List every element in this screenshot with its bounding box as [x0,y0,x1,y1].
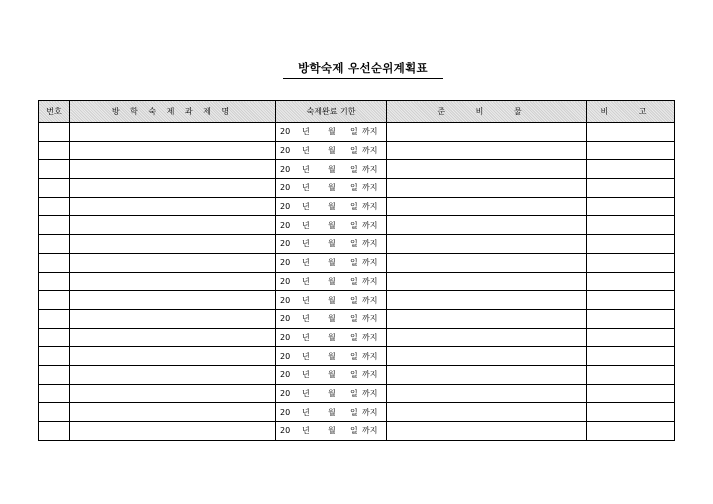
deadline-year-unit: 년 [302,127,310,137]
table-row [39,422,675,441]
task-name-cell[interactable] [70,123,276,142]
number-cell[interactable] [39,347,70,366]
table-row [39,384,675,403]
deadline-until-text: 까지 [362,370,378,380]
deadline-day-unit: 일 [350,351,358,361]
deadline-day-unit: 일 [350,295,358,305]
remarks-cell[interactable] [587,309,675,328]
remarks-cell[interactable] [587,291,675,310]
deadline-until-text: 까지 [362,426,378,436]
deadline-year-unit: 년 [302,202,310,212]
task-name-cell[interactable] [70,141,276,160]
remarks-cell[interactable] [587,347,675,366]
deadline-day-unit: 일 [350,407,358,417]
deadline-until-text: 까지 [362,202,378,212]
deadline-cell[interactable] [276,422,387,441]
table-row [39,216,675,235]
preparation-cell[interactable] [387,291,587,310]
deadline-day-unit: 일 [350,202,358,212]
preparation-cell[interactable] [387,384,587,403]
deadline-cell[interactable] [276,272,387,291]
deadline-cell[interactable] [276,347,387,366]
task-name-cell[interactable] [70,403,276,422]
deadline-month-unit: 월 [328,370,336,380]
number-cell[interactable] [39,422,70,441]
deadline-year-text: 20 [280,202,291,212]
task-name-cell[interactable] [70,179,276,198]
preparation-cell[interactable] [387,347,587,366]
preparation-cell[interactable] [387,235,587,254]
deadline-month-unit: 월 [328,127,336,137]
deadline-cell[interactable] [276,253,387,272]
preparation-cell[interactable] [387,422,587,441]
remarks-cell[interactable] [587,365,675,384]
deadline-year-unit: 년 [302,258,310,268]
deadline-day-unit: 일 [350,426,358,436]
task-name-cell[interactable] [70,253,276,272]
task-name-cell[interactable] [70,216,276,235]
table-row [39,328,675,347]
deadline-year-unit: 년 [302,407,310,417]
deadline-until-text: 까지 [362,407,378,417]
deadline-year-text: 20 [280,127,291,137]
deadline-year-text: 20 [280,164,291,174]
deadline-until-text: 까지 [362,164,378,174]
remarks-cell[interactable] [587,384,675,403]
remarks-cell[interactable] [587,403,675,422]
deadline-until-text: 까지 [362,127,378,137]
deadline-until-text: 까지 [362,220,378,230]
deadline-cell[interactable] [276,197,387,216]
table-row [39,197,675,216]
number-cell[interactable] [39,141,70,160]
deadline-day-unit: 일 [350,127,358,137]
deadline-year-unit: 년 [302,426,310,436]
deadline-year-text: 20 [280,146,291,156]
deadline-month-unit: 월 [328,239,336,249]
deadline-month-unit: 월 [328,146,336,156]
deadline-day-unit: 일 [350,239,358,249]
deadline-year-unit: 년 [302,314,310,324]
deadline-cell[interactable] [276,328,387,347]
deadline-month-unit: 월 [328,351,336,361]
deadline-year-text: 20 [280,388,291,398]
deadline-cell[interactable] [276,141,387,160]
deadline-year-text: 20 [280,220,291,230]
remarks-cell[interactable] [587,123,675,142]
table-row [39,179,675,198]
homework-plan-table [38,100,675,441]
number-cell[interactable] [39,235,70,254]
deadline-day-unit: 일 [350,164,358,174]
number-cell[interactable] [39,309,70,328]
table-row [39,309,675,328]
deadline-cell[interactable] [276,403,387,422]
table-row [39,365,675,384]
number-cell[interactable] [39,365,70,384]
deadline-year-text: 20 [280,183,291,193]
remarks-cell[interactable] [587,160,675,179]
task-name-cell[interactable] [70,328,276,347]
deadline-until-text: 까지 [362,314,378,324]
deadline-cell[interactable] [276,160,387,179]
deadline-cell[interactable] [276,365,387,384]
deadline-cell[interactable] [276,179,387,198]
task-name-cell[interactable] [70,309,276,328]
deadline-until-text: 까지 [362,239,378,249]
table-row [39,160,675,179]
deadline-month-unit: 월 [328,407,336,417]
deadline-year-unit: 년 [302,351,310,361]
remarks-cell[interactable] [587,141,675,160]
header-task-name: 방 학 숙 제 과 제 명 [70,101,276,123]
table-body [39,123,675,441]
deadline-cell[interactable] [276,216,387,235]
number-cell[interactable] [39,403,70,422]
deadline-until-text: 까지 [362,258,378,268]
deadline-month-unit: 월 [328,276,336,286]
preparation-cell[interactable] [387,272,587,291]
deadline-cell[interactable] [276,384,387,403]
preparation-cell[interactable] [387,328,587,347]
deadline-day-unit: 일 [350,388,358,398]
deadline-year-text: 20 [280,276,291,286]
deadline-cell[interactable] [276,309,387,328]
number-cell[interactable] [39,216,70,235]
deadline-year-unit: 년 [302,276,310,286]
preparation-cell[interactable] [387,403,587,422]
number-cell[interactable] [39,384,70,403]
number-cell[interactable] [39,253,70,272]
task-name-cell[interactable] [70,235,276,254]
task-name-cell[interactable] [70,197,276,216]
deadline-year-text: 20 [280,407,291,417]
number-cell[interactable] [39,123,70,142]
table-row [39,141,675,160]
table-row [39,403,675,422]
deadline-until-text: 까지 [362,183,378,193]
deadline-day-unit: 일 [350,370,358,380]
deadline-month-unit: 월 [328,295,336,305]
task-name-cell[interactable] [70,347,276,366]
document-title: 방학숙제 우선순위계획표 [283,60,443,79]
deadline-day-unit: 일 [350,258,358,268]
deadline-year-text: 20 [280,239,291,249]
deadline-day-unit: 일 [350,146,358,156]
remarks-cell[interactable] [587,216,675,235]
deadline-month-unit: 월 [328,220,336,230]
preparation-cell[interactable] [387,197,587,216]
deadline-day-unit: 일 [350,220,358,230]
deadline-until-text: 까지 [362,276,378,286]
deadline-until-text: 까지 [362,146,378,156]
number-cell[interactable] [39,197,70,216]
deadline-year-text: 20 [280,426,291,436]
task-name-cell[interactable] [70,291,276,310]
remarks-cell[interactable] [587,272,675,291]
remarks-cell[interactable] [587,328,675,347]
preparation-cell[interactable] [387,309,587,328]
deadline-cell[interactable] [276,235,387,254]
deadline-year-unit: 년 [302,332,310,342]
task-name-cell[interactable] [70,422,276,441]
deadline-year-unit: 년 [302,370,310,380]
deadline-year-unit: 년 [302,220,310,230]
deadline-month-unit: 월 [328,164,336,174]
deadline-until-text: 까지 [362,351,378,361]
deadline-year-text: 20 [280,258,291,268]
header-remarks: 비 고 [587,101,675,123]
deadline-day-unit: 일 [350,314,358,324]
deadline-year-text: 20 [280,370,291,380]
deadline-year-text: 20 [280,314,291,324]
table-row [39,235,675,254]
header-number: 번호 [39,101,70,123]
deadline-month-unit: 월 [328,332,336,342]
deadline-year-unit: 년 [302,146,310,156]
deadline-year-text: 20 [280,332,291,342]
task-name-cell[interactable] [70,365,276,384]
deadline-until-text: 까지 [362,388,378,398]
deadline-year-text: 20 [280,351,291,361]
deadline-year-unit: 년 [302,295,310,305]
preparation-cell[interactable] [387,123,587,142]
table-row [39,253,675,272]
deadline-month-unit: 월 [328,426,336,436]
deadline-until-text: 까지 [362,295,378,305]
number-cell[interactable] [39,291,70,310]
number-cell[interactable] [39,328,70,347]
deadline-year-unit: 년 [302,239,310,249]
deadline-day-unit: 일 [350,332,358,342]
deadline-month-unit: 월 [328,183,336,193]
deadline-year-text: 20 [280,295,291,305]
deadline-day-unit: 일 [350,276,358,286]
task-name-cell[interactable] [70,160,276,179]
deadline-year-unit: 년 [302,388,310,398]
preparation-cell[interactable] [387,365,587,384]
header-deadline: 숙제완료 기한 [276,101,387,123]
deadline-month-unit: 월 [328,314,336,324]
remarks-cell[interactable] [587,197,675,216]
preparation-cell[interactable] [387,179,587,198]
deadline-year-unit: 년 [302,164,310,174]
remarks-cell[interactable] [587,179,675,198]
deadline-month-unit: 월 [328,388,336,398]
deadline-month-unit: 월 [328,258,336,268]
remarks-cell[interactable] [587,235,675,254]
deadline-until-text: 까지 [362,332,378,342]
header-preparation: 준 비 물 [387,101,587,123]
table-row [39,123,675,142]
task-name-cell[interactable] [70,384,276,403]
preparation-cell[interactable] [387,216,587,235]
preparation-cell[interactable] [387,160,587,179]
preparation-cell[interactable] [387,141,587,160]
task-name-cell[interactable] [70,272,276,291]
table-row [39,347,675,366]
number-cell[interactable] [39,272,70,291]
table-row [39,272,675,291]
deadline-year-unit: 년 [302,183,310,193]
table-row [39,291,675,310]
deadline-month-unit: 월 [328,202,336,212]
remarks-cell[interactable] [587,253,675,272]
preparation-cell[interactable] [387,253,587,272]
remarks-cell[interactable] [587,422,675,441]
number-cell[interactable] [39,160,70,179]
deadline-cell[interactable] [276,123,387,142]
deadline-day-unit: 일 [350,183,358,193]
table-header-row [39,101,675,123]
number-cell[interactable] [39,179,70,198]
deadline-cell[interactable] [276,291,387,310]
